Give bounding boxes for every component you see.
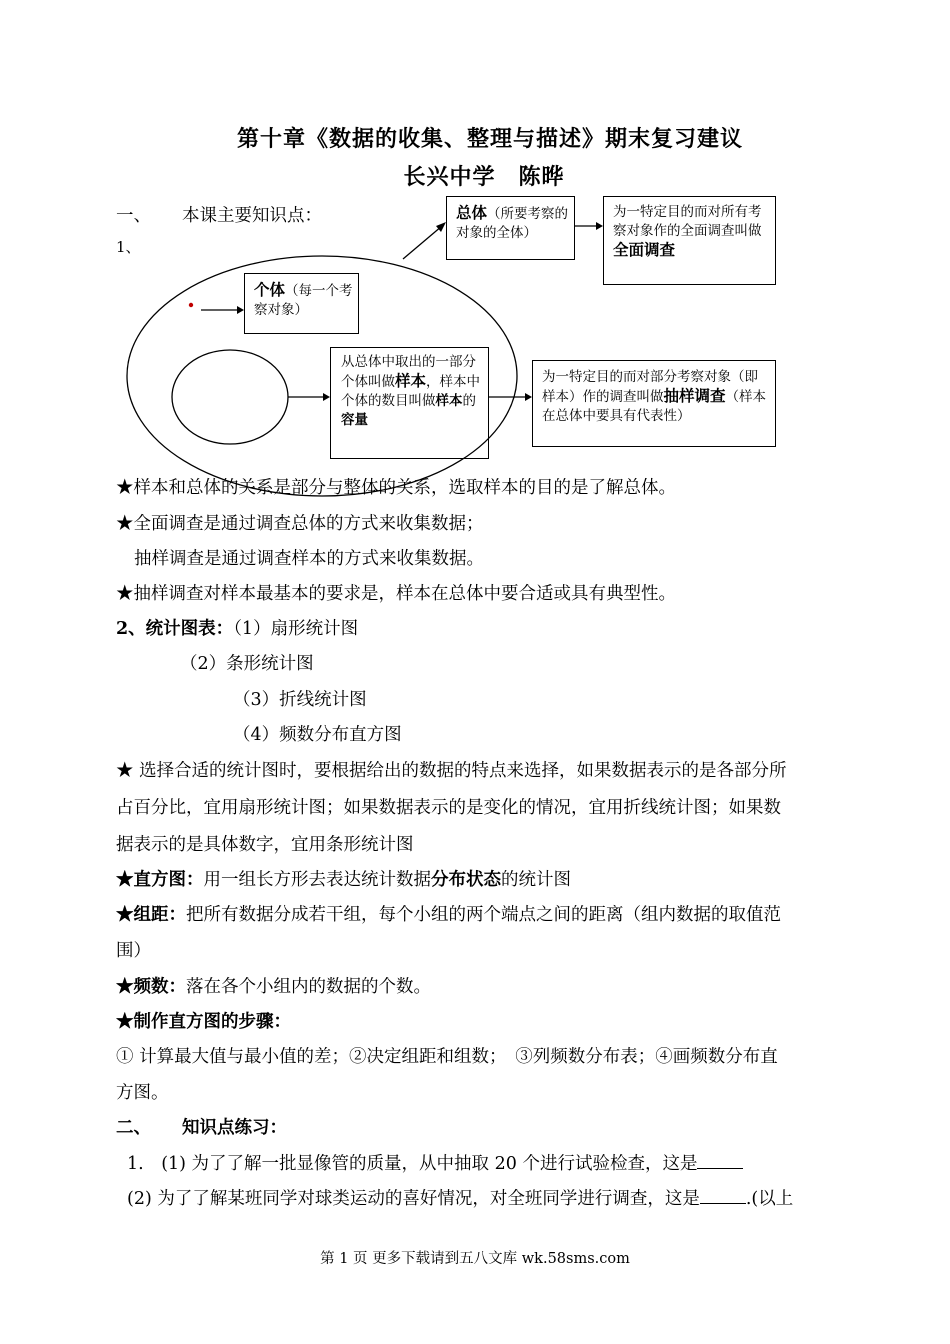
exercise-q1-text: 1. (1) 为了了解一批显像管的质量，从中抽取 20 个进行试验检查，这是 xyxy=(127,1154,698,1174)
census-box-text xyxy=(613,203,773,261)
histogram-term: ★直方图： xyxy=(116,870,204,890)
sample-term-2: 样本 xyxy=(435,393,463,409)
note-census: ★全面调查是通过调查总体的方式来收集数据； xyxy=(116,514,484,534)
answer-blank-1[interactable] xyxy=(697,1154,743,1169)
sampling-box-text xyxy=(542,368,770,426)
chart-choice-line-1: ★ 选择合适的统计图时，要根据给出的数据的特点来选择，如果数据表示的是各部分所 xyxy=(116,761,787,781)
sampling-desc: 为一特定目的而对部分考察对象（即样本）作的调查叫做 xyxy=(542,369,758,405)
author-line: 长兴中学 陈晔 xyxy=(403,164,565,190)
census-desc: 为一特定目的而对所有考察对象作的全面调查叫做 xyxy=(613,204,762,239)
chart-type-1: （1）扇形统计图 xyxy=(233,619,359,639)
class-width-definition xyxy=(116,901,781,926)
sample-term: 样本 xyxy=(395,372,427,390)
census-term: 全面调查 xyxy=(613,241,676,259)
sampling-note: （样本在总体中要具有代表性） xyxy=(542,389,767,424)
histogram-steps-heading: ★制作直方图的步骤： xyxy=(116,1012,291,1032)
exercise-q1 xyxy=(127,1150,743,1175)
class-width-definition-cont: 围） xyxy=(116,941,151,961)
page-footer: 第 1 页 更多下载请到五八文库 wk.58sms.com xyxy=(320,1251,630,1267)
sample-circle xyxy=(172,350,288,444)
sample-size-term: 容量 xyxy=(341,412,368,428)
individual-term: 个体 xyxy=(254,281,286,299)
histogram-steps-line-2: 方图。 xyxy=(116,1083,169,1103)
page-title: 第十章《数据的收集、整理与描述》期末复习建议 xyxy=(236,126,743,152)
individual-dot xyxy=(189,303,193,307)
frequency-term: ★频数： xyxy=(116,977,186,997)
exercise-q2-text: (2) 为了了解某班同学对球类运动的喜好情况，对全班同学进行调查，这是 xyxy=(127,1189,700,1209)
note-sample-requirement: ★抽样调查对样本最基本的要求是，样本在总体中要合适或具有典型性。 xyxy=(116,584,676,604)
sample-desc-1: 从总体中取出的一部分个体叫做 xyxy=(341,354,476,390)
histogram-steps-line-1: ① 计算最大值与最小值的差；②决定组距和组数； ③列频数分布表；④画频数分布直 xyxy=(116,1047,778,1067)
histogram-desc-b: 的统计图 xyxy=(501,870,571,890)
class-width-desc: 把所有数据分成若干组，每个小组的两个端点之间的距离（组内数据的取值范 xyxy=(186,905,781,925)
sample-box-text xyxy=(341,353,483,430)
note-sampling: 抽样调查是通过调查样本的方式来收集数据。 xyxy=(134,549,484,569)
histogram-definition xyxy=(116,866,571,891)
class-width-term: ★组距： xyxy=(116,905,186,925)
arrow-to-population xyxy=(403,226,442,259)
note-sample-population: ★样本和总体的关系是部分与整体的关系，选取样本的目的是了解总体。 xyxy=(116,478,676,498)
chart-choice-line-3: 据表示的是具体数字，宜用条形统计图 xyxy=(116,835,414,855)
distribution-term: 分布状态 xyxy=(431,870,501,890)
histogram-desc-a: 用一组长方形去表达统计数据 xyxy=(203,870,431,890)
section1-label: 本课主要知识点： xyxy=(182,206,322,226)
population-term: 总体 xyxy=(456,204,488,222)
sample-desc-3: 的 xyxy=(462,393,476,409)
section2-label: 知识点练习： xyxy=(182,1118,287,1138)
chart-types-label: 2、统计图表： xyxy=(116,619,234,639)
answer-blank-2[interactable] xyxy=(700,1189,746,1204)
chart-type-4: （4）频数分布直方图 xyxy=(233,725,402,745)
exercise-q2-suffix: .(以上 xyxy=(745,1189,794,1209)
item1-number: 1、 xyxy=(116,238,141,256)
exercise-q2 xyxy=(127,1185,793,1210)
section1-number: 一、 xyxy=(116,206,151,226)
individual-note: （每一个考察对象） xyxy=(254,283,353,318)
chart-choice-line-2: 占百分比，宜用扇形统计图；如果数据表示的是变化的情况，宜用折线统计图；如果数 xyxy=(116,798,781,818)
chart-type-3: （3）折线统计图 xyxy=(233,690,367,710)
sample-desc-2: ，样本中个体的数目叫做 xyxy=(341,374,481,409)
frequency-definition xyxy=(116,973,431,998)
chart-types-heading xyxy=(116,615,358,640)
population-note: （所要考察的对象的全体） xyxy=(456,206,569,241)
individual-box-text xyxy=(254,281,356,320)
population-box-text xyxy=(456,204,571,243)
sampling-term: 抽样调查 xyxy=(663,387,726,405)
chart-type-2: （2）条形统计图 xyxy=(180,654,314,674)
section2-number: 二、 xyxy=(116,1118,151,1138)
frequency-desc: 落在各个小组内的数据的个数。 xyxy=(186,977,431,997)
